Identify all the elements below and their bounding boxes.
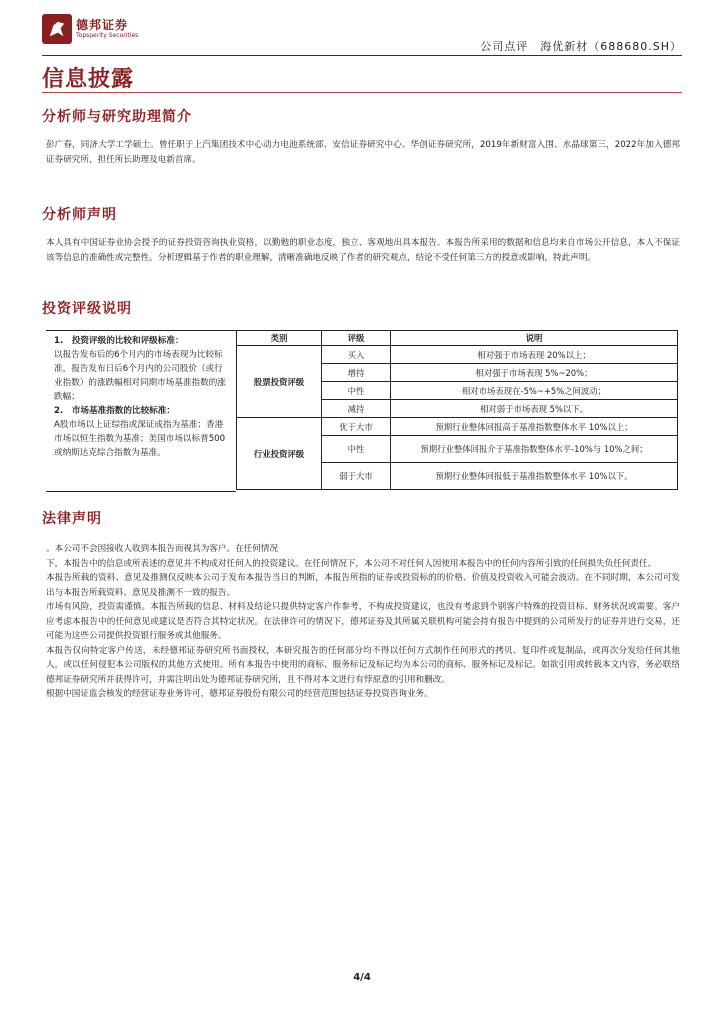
rating-criteria-heading-1: 1. 投资评级的比较和评级标准： — [54, 336, 184, 346]
rating-criteria — [46, 330, 236, 492]
industry-category-cell: 行业投资评级 — [237, 418, 322, 490]
rating-cell: 中性 — [322, 382, 391, 400]
description-cell: 预期行业整体回报介于基准指数整体水平-10%与 10%之间； — [391, 436, 678, 463]
legal-line: 市场有风险，投资需谨慎。本报告所载的信息、材料及结论只提供特定客户作参考，不构成投资建议，也没有考虑到个别客户特殊的投资目标、财务状况或需要。客户应考虑本报告中的任何意见或建议是否符合其特定状况。在法律许可的情况下，德邦证券及其所属关联机构可能会持有报告中提到的公司所发行的证券并进行交易，还可能为这些公司提供投资银行服务或其他服务。 — [46, 602, 680, 641]
rating-cell: 优于大市 — [322, 418, 391, 436]
description-cell: 相对市场表现在-5%~+5%之间波动； — [391, 382, 678, 400]
rating-cell: 中性 — [322, 436, 391, 463]
page-title: 信息披露 — [42, 67, 135, 92]
legal-heading: 法律声明 — [42, 511, 102, 527]
rating-section — [46, 330, 678, 490]
analyst-statement-heading: 分析师声明 — [42, 207, 117, 223]
rating-cell: 弱于大市 — [322, 463, 391, 490]
stock-category-cell: 股票投资评级 — [237, 346, 322, 418]
logo-mark-icon — [42, 14, 72, 44]
title-divider — [42, 92, 682, 93]
analyst-statement-text: 本人具有中国证券业协会授予的证券投资咨询执业资格，以勤勉的职业态度，独立、客观地出具本报告。本报告所采用的数据和信息均来自市场公开信息，本人不保证该等信息的准确性或完整性。分析逻辑基于作者的职业理解，清晰准确地反映了作者的研究观点，结论不受任何第三方的授意或影响，特此声明。 — [46, 238, 680, 263]
analyst-intro-text: 彭广春，同济大学工学硕士。曾任职于上汽集团技术中心动力电池系统部、安信证券研究中心、华创证券研究所，2019年新财富入围、水晶球第三，2022年加入德邦证券研究所，担任所长助理及电新首席。 — [46, 140, 680, 165]
legal-line: 根据中国证监会核发的经营证券业务许可，德邦证券股份有限公司的经营范围包括证券投资咨询业务。 — [46, 689, 433, 699]
description-cell: 相对强于市场表现 5%~20%； — [391, 364, 678, 382]
legal-line: 。本公司不会因接收人收到本报告而视其为客户。在任何情况 — [46, 544, 279, 554]
logo-english-name: Topsperity Securities — [76, 32, 139, 39]
page-header — [0, 0, 724, 58]
description-cell: 预期行业整体回报低于基准指数整体水平 10%以下。 — [391, 463, 678, 490]
rating-cell: 买入 — [322, 346, 391, 364]
rating-cell: 减持 — [322, 400, 391, 418]
table-row — [237, 418, 678, 436]
table-header: 评级 — [322, 331, 391, 346]
rating-criteria-heading-2: 2. 市场基准指数的比较标准： — [54, 406, 175, 416]
report-identifier: 公司点评 海优新材（688680.SH） — [480, 40, 682, 53]
rating-table — [236, 330, 678, 490]
rating-heading: 投资评级说明 — [42, 301, 132, 317]
header-divider — [42, 55, 682, 56]
page-number: 4/4 — [353, 972, 371, 983]
rating-cell: 增持 — [322, 364, 391, 382]
description-cell: 相对强于市场表现 20%以上； — [391, 346, 678, 364]
analyst-intro-heading: 分析师与研究助理简介 — [42, 109, 192, 125]
logo-name: 德邦证券 — [76, 18, 129, 32]
legal-line: 本报告仅向特定客户传送，未经德邦证券研究所书面授权，本研究报告的任何部分均不得以任何方式制作任何形式的拷贝、复印件或复制品，或再次分发给任何其他人，或以任何侵犯本公司版权的其他方式使用。所有本报告中使用的商标、服务标记及标记均为本公司的商标、服务标记及标记。如欲引用或转载本文内容，务必联络德邦证券研究所并获得许可，并需注明出处为德邦证券研究所，且不得对本文进行有悖原意的引用和删改。 — [46, 645, 680, 685]
legal-line: 下，本报告中的信息或所表述的意见并不构成对任何人的投资建议。在任何情况下，本公司不对任何人因使用本报告中的任何内容所引致的任何损失负任何责任。 — [46, 558, 657, 569]
table-header-row — [237, 331, 678, 346]
legal-line: 本报告所载的资料、意见及推测仅反映本公司于发布本报告当日的判断，本报告所指的证券或投资标的的价格、价值及投资收入可能会波动。在不同时期，本公司可发出与本报告所载资料、意见及推测不一致的报告。 — [46, 573, 680, 598]
rating-criteria-text-2: A股市场以上证综指或深证成指为基准；香港市场以恒生指数为基准；美国市场以标普500或纳斯达克综合指数为基准。 — [54, 420, 226, 458]
legal-text — [46, 542, 680, 702]
table-header: 说明 — [391, 331, 678, 346]
table-row — [237, 346, 678, 364]
description-cell: 预期行业整体回报高于基准指数整体水平 10%以上； — [391, 418, 678, 436]
description-cell: 相对弱于市场表现 5%以下。 — [391, 400, 678, 418]
company-logo — [42, 14, 142, 46]
rating-criteria-text-1: 以报告发布后的6个月内的市场表现为比较标准，报告发布日后6个月内的公司股价（或行业指数）的涨跌幅相对同期市场基准指数的涨跌幅； — [54, 350, 226, 402]
table-header: 类别 — [237, 331, 322, 346]
